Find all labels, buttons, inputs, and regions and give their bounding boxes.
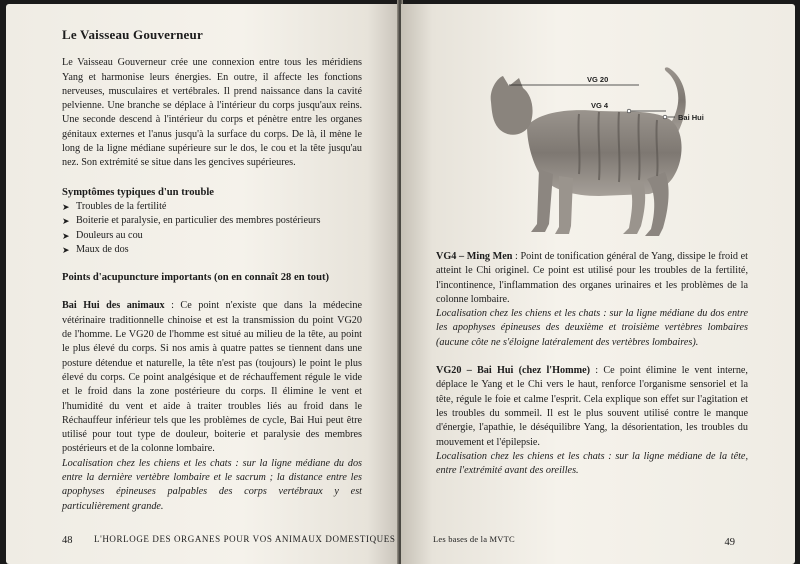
baihui-title: Bai Hui des animaux bbox=[62, 300, 165, 312]
arrowhead-bullet-icon: ➤ bbox=[62, 216, 70, 227]
baihui-text: : Ce point n'existe que dans la médecine vétérinaire traditionnelle chinoise et est la transmission du point VG20 de l'homme. Le VG20 de l'homme est situé au milieu de la tête, au point le plus élevé du corps. Si nos amis à quatre pattes se tiennent dans une posture détendue et naturelle, la tête n'est pas (toujours) le point le plus élevé du corps. Ce point analgésique et de réchauffement régule le vide et le froid dans la zone postérieure du corps. Il élimine le vent et l'humidité du vent et aide à traiter troubles liés au froid dans le Réchauffeur inférieur tels que les problèmes de cycle, Bai Hui peut être utilisé pour tout type de douleur, boiterie et paralysie des membres postérieurs et de la colonne lombaire. bbox=[62, 300, 362, 455]
page-number-right: 49 bbox=[724, 537, 735, 548]
running-footer-right: Les bases de la MVTC bbox=[433, 534, 515, 544]
cat-illustration bbox=[479, 64, 779, 249]
right-page bbox=[401, 4, 795, 564]
left-page bbox=[6, 4, 399, 564]
vg20-localisation: Localisation chez les chiens et les chats : sur la ligne médiane de la tête, entre l'extrémité avant des oreilles. bbox=[436, 450, 748, 477]
cat-front-leg bbox=[531, 169, 553, 232]
vg20-title: VG20 – Bai Hui (chez l'Homme) bbox=[436, 365, 591, 377]
arrowhead-bullet-icon: ➤ bbox=[62, 230, 70, 241]
symptoms-heading: Symptômes typiques d'un trouble bbox=[62, 186, 214, 198]
list-item: ➤ Boiterie et paralysie, en particulier des membres postérieurs bbox=[62, 214, 362, 228]
list-item: ➤ Troubles de la fertilité bbox=[62, 200, 362, 214]
left-text-column bbox=[62, 28, 362, 514]
page-number-left: 48 bbox=[62, 535, 73, 546]
vg20-paragraph bbox=[436, 364, 748, 450]
section-title: Le Vaisseau Gouverneur bbox=[62, 27, 203, 42]
baihui-label: Bai Hui bbox=[678, 113, 704, 122]
intro-paragraph: Le Vaisseau Gouverneur crée une connexion entre tous les méridiens Yang et harmonise leurs énergies. En outre, il affecte les fonctions nerveuses, musculaires et vertébrales. Il prend naissance dans la cavité pelvienne. Une branche se déplace à l'intérieur du corps jusqu'aux reins. Une seconde descend à l'intérieur du corps et pénètre entre les organes génitaux externes et l'anus jusqu'à la surface du corps. De là, il mène le long de la ligne médiane supérieure sur le dos, le cou et la tête jusqu'au nez. Son extrémité se situe dans les gencives supérieures. bbox=[62, 57, 362, 169]
arrowhead-bullet-icon: ➤ bbox=[62, 244, 70, 255]
vg4-paragraph bbox=[436, 250, 748, 307]
baihui-paragraph bbox=[62, 299, 362, 456]
vg20-text: : Ce point élimine le vent interne, déplace le Yang et le Chi vers le haut, renforce l'organisme sensoriel et la tête, régule le foie et calme l'esprit. Cela explique son effet sur l'agitation et les troubles du sommeil. Il est le plus souvent utilisé contre le manque d'énergie, l'apathie, le déséquilibre Yang, la désorientation, les troubles du mouvement et l'épilepsie. bbox=[436, 365, 748, 448]
baihui-point-marker bbox=[663, 115, 667, 119]
symptoms-list bbox=[62, 200, 362, 257]
cat-acupuncture-diagram bbox=[479, 64, 779, 249]
arrowhead-bullet-icon: ➤ bbox=[62, 201, 70, 212]
vg4-label: VG 4 bbox=[591, 101, 609, 110]
baihui-localisation: Localisation chez les chiens et les chats : sur la ligne médiane du dos entre la dernière vertèbre lombaire et le sacrum ; la distance entre les apophyses épineuses palpables des corps vertébraux y est particulièrement grande. bbox=[62, 457, 362, 512]
vg4-text: : Point de tonification général de Yang, dissipe le froid et atteint le Chi originel. Ce point est utilisé pour les troubles de la fertilité, l'incontinence, l'inflammation des organes urinaires et les problèmes de la colonne lombaire. bbox=[436, 251, 748, 305]
right-text-column bbox=[436, 250, 748, 478]
vg4-point-marker bbox=[627, 109, 631, 113]
vg4-localisation: Localisation chez les chiens et les chats : sur la ligne médiane du dos entre les apophyses épineuses des deuxième et troisième vertèbres lombaires (aucune côte ne s'éloigne latéralement des vertèbres lombaires). bbox=[436, 308, 748, 348]
list-item: ➤ Douleurs au cou bbox=[62, 229, 362, 243]
list-item: ➤ Maux de dos bbox=[62, 243, 362, 257]
vg4-title: VG4 – Ming Men bbox=[436, 251, 513, 262]
vg20-label: VG 20 bbox=[587, 75, 609, 84]
points-heading: Points d'acupuncture importants (on en connaît 28 en tout) bbox=[62, 272, 330, 284]
running-footer-left: L'HORLOGE DES ORGANES POUR VOS ANIMAUX DOMESTIQUES bbox=[94, 534, 396, 544]
